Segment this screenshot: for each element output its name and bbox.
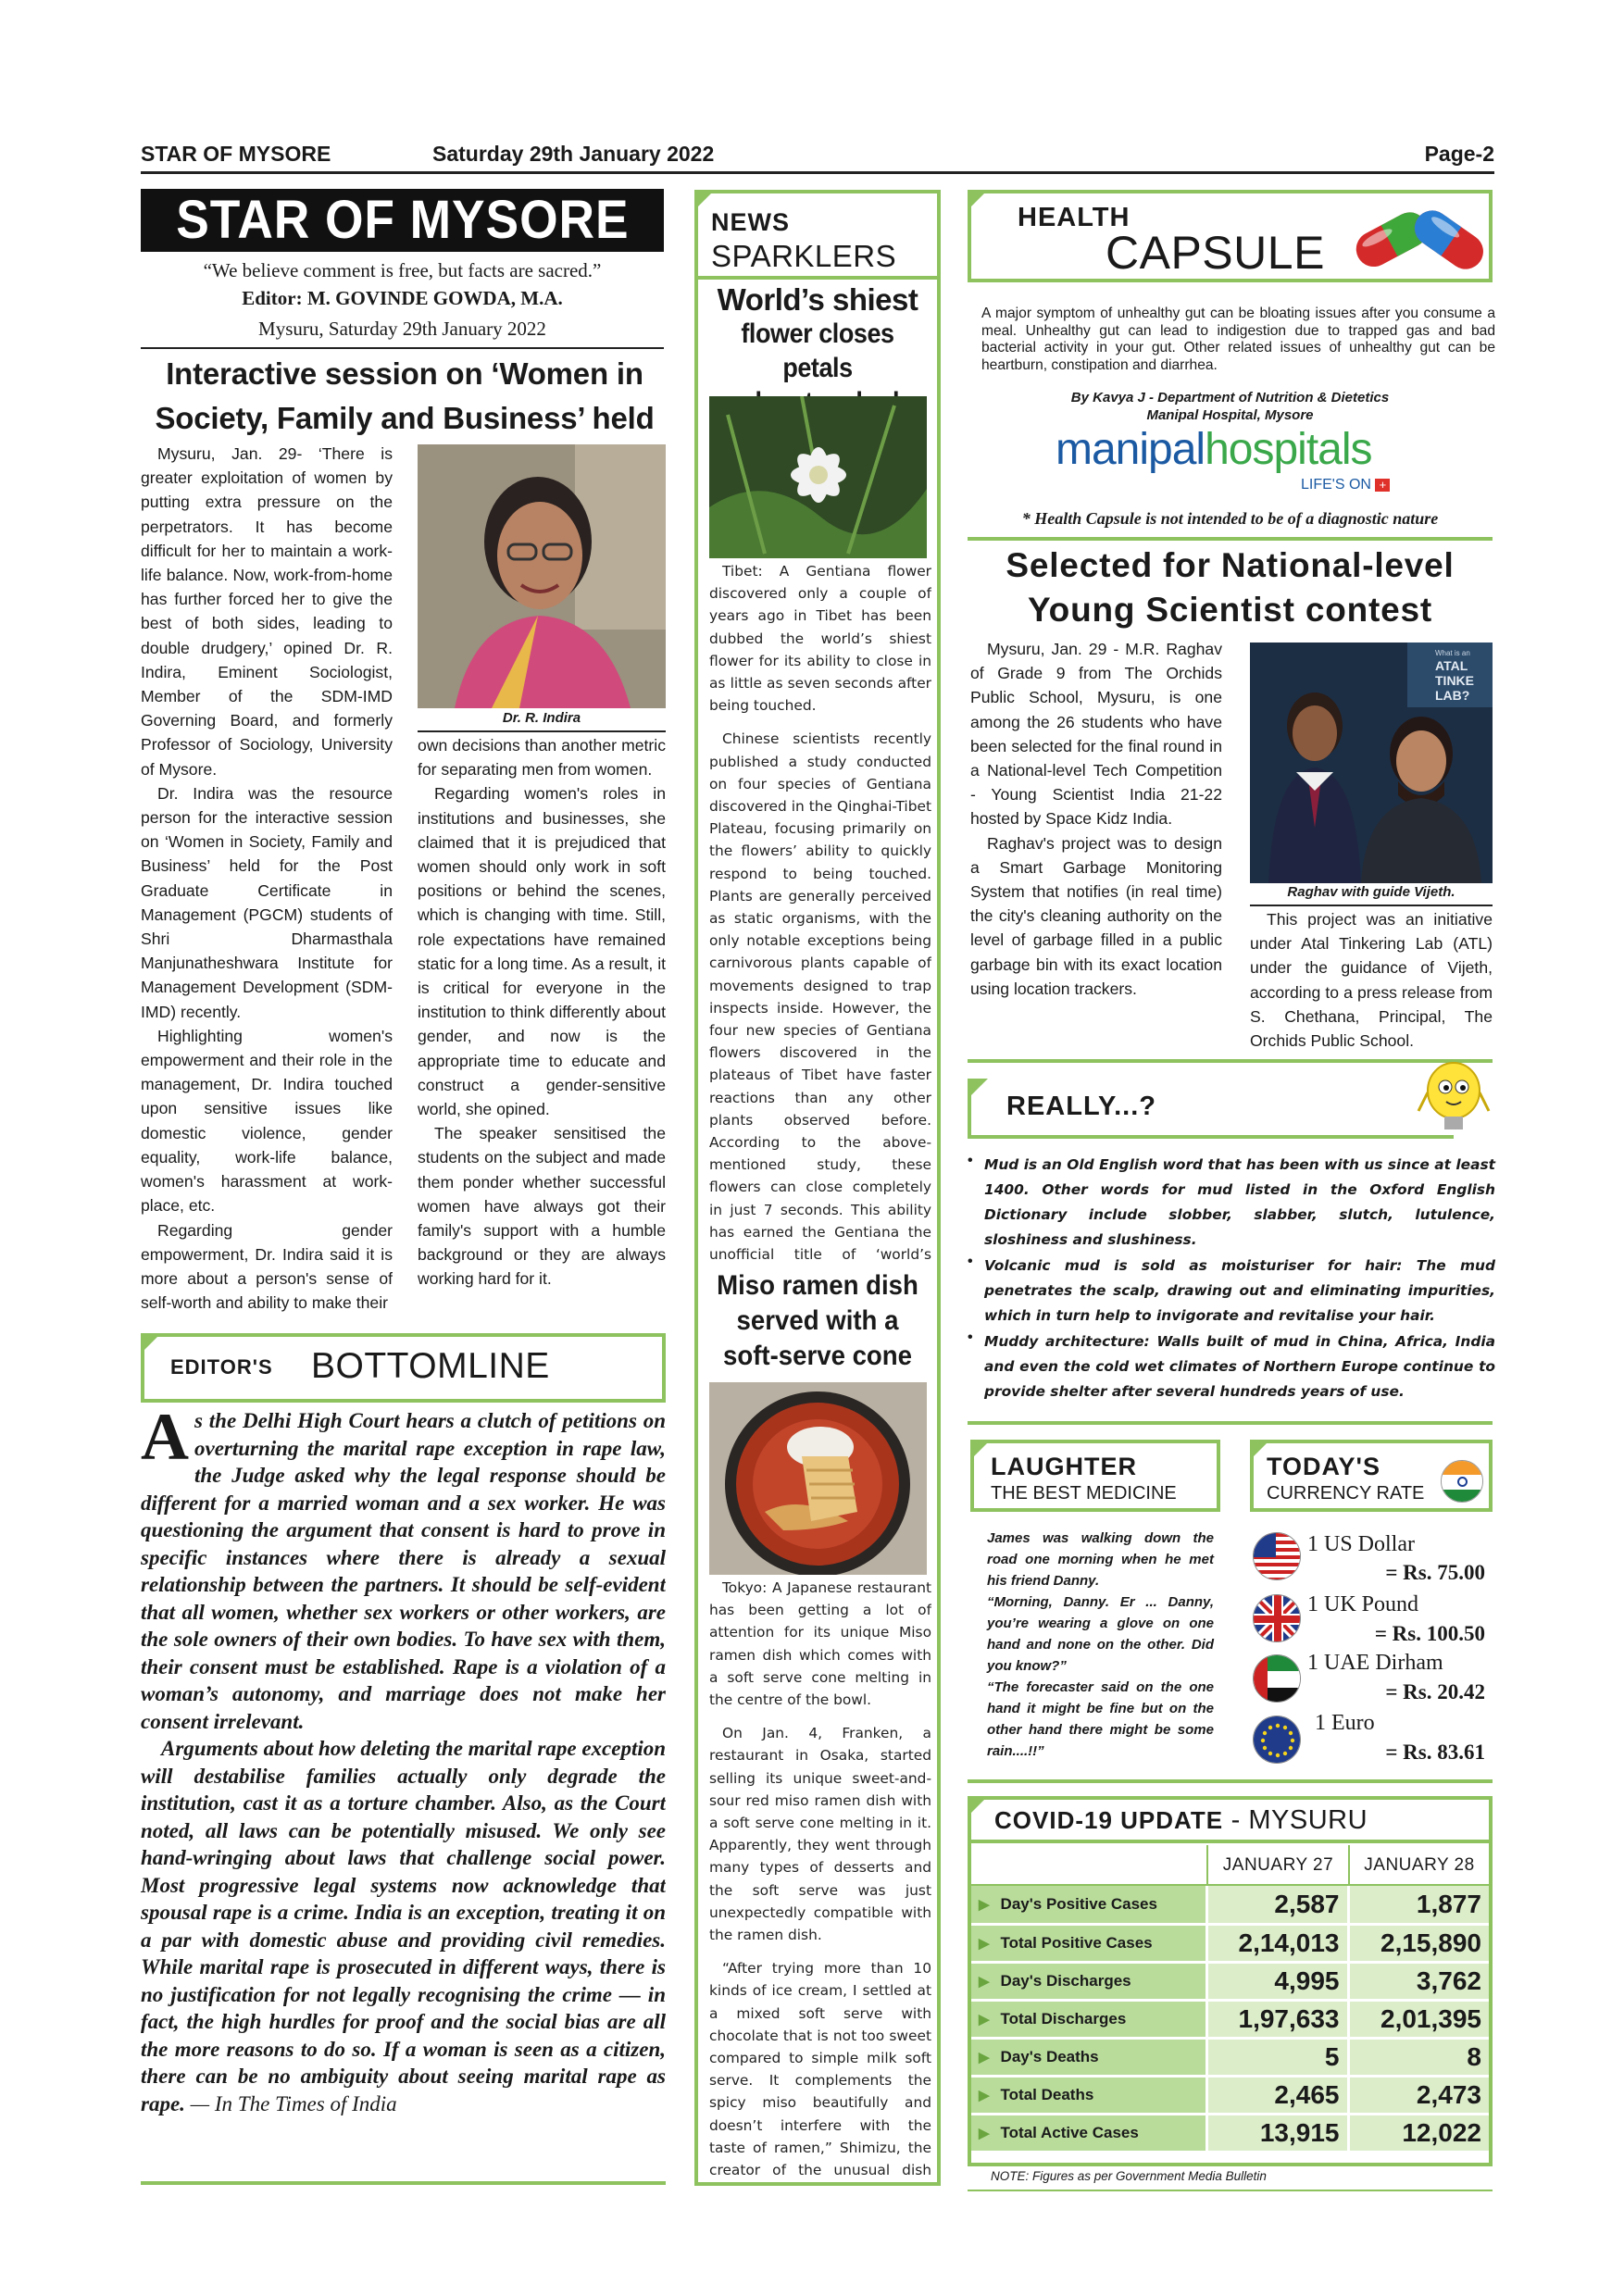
editorial-source: — In The Times of India [184, 2091, 397, 2115]
arrow-right-icon: ▶ [979, 2125, 990, 2141]
ramen-headline-line2: served with a [736, 1305, 899, 1336]
covid-row [971, 2076, 1489, 2114]
laughter-label-thin: THE BEST MEDICINE [991, 1483, 1177, 1504]
really-list-item [968, 1153, 1495, 1253]
lead-paragraph: Dr. Indira was the resource person for the interactive session on ‘Women in Society, Family and Business’ held for the Post Graduate Certificate in Management (PGCM) students of Shri Dharmasthala Manjunatheshwara Institute for Management Development (SDM-IMD) recently. [141, 783, 393, 1021]
lead-column-2 [418, 733, 666, 1321]
covid-value-jan27: 2,465 [1206, 2076, 1348, 2114]
joke-line: “The forecaster said on the one hand it might be fine but on the other hand there might be some rain....!!” [987, 1679, 1214, 1759]
covid-value-jan28: 2,01,395 [1348, 2000, 1489, 2038]
covid-value-jan28: 12,022 [1348, 2114, 1489, 2152]
lead-headline-line1: Interactive session on ‘Women in [166, 356, 643, 391]
really-list-item [968, 1254, 1495, 1329]
bullet-icon: • [968, 1329, 973, 1345]
editorial-drop-cap: A [141, 1407, 189, 1474]
covid-value-jan27: 13,915 [1206, 2114, 1348, 2152]
currency-name: 1 US Dollar [1307, 1532, 1415, 1556]
covid-row [971, 2038, 1489, 2076]
covid-value-jan28: 8 [1348, 2038, 1489, 2076]
news-sparklers-label-thin: SPARKLERS [711, 239, 897, 273]
dr-indira-photo [418, 444, 666, 708]
currency-name: 1 Euro [1315, 1711, 1375, 1735]
covid-value-jan27: 2,14,013 [1206, 1924, 1348, 1962]
flower-headline-line2: flower closes petals [741, 318, 894, 383]
covid-value-jan28: 2,473 [1348, 2076, 1489, 2114]
really-item-text: Mud is an Old English word that has been with us since at least 1400. Other words for mud listed in the Oxford English Dictionary include slobber, slabber, slutch, lutulence, sloshiness and slushiness. [984, 1156, 1495, 1248]
covid-row [971, 2114, 1489, 2152]
scientist-paragraph: This project was an initiative under Atal Tinkering Lab (ATL) under the guidance of Vijeth, according to a press release from S. Chethana, Principal, The Orchids Public School. [1250, 910, 1493, 1051]
news-sparklers-label-bold: NEWS [711, 208, 790, 236]
health-capsule-text: A major symptom of unhealthy gut can be bloating issues after you consume a meal. Unhealthy gut can lead to indigestion due to trapped gas and bad bacterial activity in your gut. Other related issues of unhealthy gut can be heartburn, constipation and diarrhea. [981, 306, 1495, 373]
manipal-logo [1056, 424, 1372, 475]
scientist-column-2 [1250, 907, 1493, 1055]
india-flag-icon [1441, 1460, 1483, 1503]
raghav-caption: Raghav with guide Vijeth. [1287, 884, 1455, 900]
uk-flag-icon [1253, 1594, 1301, 1642]
flower-paragraph: Tibet: A Gentiana flower discovered only a couple of years ago in Tibet has been dubbed the world’s shiest flower for its ability to close in as little as seven seconds after being touched. [709, 563, 931, 715]
currency-value: = Rs. 83.61 [1385, 1741, 1485, 1764]
covid-row-label: Total Discharges [1000, 2009, 1127, 2028]
lead-column-1 [141, 442, 393, 1321]
editors-label-bold: EDITOR'S [170, 1355, 273, 1379]
caption-rule [418, 730, 666, 732]
masthead-banner [141, 189, 664, 252]
ramen-headline-line3: soft-serve cone [722, 1341, 913, 1371]
ramen-paragraph: On Jan. 4, Franken, a restaurant in Osaka, started selling its unique sweet-and-sour red miso ramen dish with a soft serve cone melting in it. Apparently, they went through many types of desserts and the soft serve was just unexpectedly compatible with the ramen dish. [709, 1725, 931, 1944]
covid-row [971, 1962, 1489, 2000]
lead-paragraph: The speaker sensitised the students on the subject and made them ponder whether successful women have always got their family's support with a humble background or they are always working hard for it. [418, 1124, 666, 1289]
header-rule [141, 171, 1494, 174]
currency-header [1250, 1440, 1493, 1512]
lead-paragraph: Regarding gender empowerment, Dr. Indira said it is more about a person's sense of self-worth and ability to make their [141, 1220, 393, 1313]
currency-label-bold: TODAY'S [1267, 1453, 1380, 1480]
covid-note: NOTE: Figures as per Government Media Bulletin [991, 2169, 1267, 2183]
masthead-title: STAR OF MYSORE [175, 190, 630, 250]
scientist-bottom-rule [968, 1059, 1493, 1063]
raghav-vijeth-photo [1250, 643, 1493, 883]
covid-label-bold: COVID-19 UPDATE [994, 1806, 1224, 1834]
covid-col-header: JANUARY 28 [1348, 1845, 1489, 1884]
covid-value-jan28: 2,15,890 [1348, 1924, 1489, 1962]
news-sparklers-corner-tab [694, 190, 715, 210]
manipal-logo-part2: hospitals [1205, 425, 1372, 474]
really-header [968, 1079, 1454, 1139]
laughter-joke [987, 1528, 1214, 1762]
health-bottom-rule [968, 537, 1493, 541]
masthead-rule [141, 347, 664, 349]
covid-value-jan27: 5 [1206, 2038, 1348, 2076]
covid-row-label: Total Active Cases [1000, 2123, 1139, 2141]
currency-name: 1 UK Pound [1307, 1592, 1419, 1616]
covid-col-header: JANUARY 27 [1206, 1845, 1348, 1884]
editorial-paragraph: Arguments about how deleting the marital rape exception will destabilise families actually only degrade the institution, cast it as a torture chamber. Also, as the Court noted, all laws can be potentially misused. We only see hand-wringing about laws that challenge social power. Most progressive legal systems now acknowledge that spousal rape is a crime. India is an exception, treating it on a par with domestic abuse and providing civil remedies. While marital rape is prosecuted in different ways, there is no justification for not legally recognising the crime — in fact, the high hurdles for proof and the social bias are all the more reasons to do so. If a woman is seen as a citizen, there can be no ambiguity about seeing marital rape as rape. [141, 1737, 666, 2115]
gentiana-flower-photo [709, 396, 927, 558]
lightbulb-mascot-icon [1417, 1055, 1491, 1143]
covid-row-cell [971, 2114, 1206, 2152]
covid-row-label: Total Positive Cases [1000, 1933, 1153, 1952]
covid-row-cell [971, 1886, 1206, 1924]
covid-row [971, 1924, 1489, 1962]
arrow-right-icon: ▶ [979, 2011, 990, 2028]
masthead-dateline: Mysuru, Saturday 29th January 2022 [258, 318, 546, 340]
scientist-headline-line2: Young Scientist contest [1027, 591, 1433, 629]
scientist-paragraph: Mysuru, Jan. 29 - M.R. Raghav of Grade 9 from The Orchids Public School, Mysuru, is one among the 26 students who have been selected for the final round in a National-level Tech Competition - Young Scientist India 21-22 hosted by Space Kidz India. [970, 640, 1222, 829]
covid-row-label: Day's Deaths [1000, 2047, 1099, 2065]
eu-flag-icon [1253, 1716, 1301, 1764]
flower-headline-line1: World’s shiest [717, 282, 918, 317]
covid-row-cell [971, 1962, 1206, 2000]
scientist-headline-line1: Selected for National-level [1006, 546, 1455, 584]
covid-value-jan27: 4,995 [1206, 1962, 1348, 2000]
covid-row-cell [971, 2000, 1206, 2038]
scientist-headline [968, 543, 1493, 632]
flower-paragraph: Chinese scientists recently published a study conducted on four species of Gentiana discovered in the Qinghai-Tibet Plateau, focusing primarily on the flowers’ ability to quickly respond to being touched. Plants are generally perceived as static organisms, with the only notable exceptions being carnivorous plants capable of movements designed to trap inspects inside. However, the four new species of Gentiana flowers discovered in the plateaus of Tibet have faster reactions than any other plants observed before. According to the above-mentioned study, these flowers can close completely in just 7 seconds. This ability has earned the Gentiana the unofficial title of ‘world’s [709, 730, 931, 1264]
masthead-editor: Editor: M. GOVINDE GOWDA, M.A. [242, 287, 563, 309]
manipal-logo-part1: manipal [1056, 425, 1206, 474]
arrow-right-icon: ▶ [979, 1973, 990, 1990]
really-item-text: Muddy architecture: Walls built of mud in China, Africa, India and even the cold wet climates of Northern Europe continue to provide shelter after several hundreds years of use. [984, 1333, 1495, 1400]
lead-headline [141, 352, 668, 441]
really-bottom-rule [968, 1421, 1493, 1425]
covid-row-label: Total Deaths [1000, 2085, 1094, 2103]
us-flag-icon [1253, 1532, 1301, 1580]
health-disclaimer: * Health Capsule is not intended to be of a diagnostic nature [1021, 509, 1439, 528]
red-cross-icon: + [1375, 479, 1390, 492]
bullet-icon: • [968, 1153, 973, 1168]
bullet-icon: • [968, 1254, 973, 1269]
really-item-text: Volcanic mud is sold as moisturiser for hair: The mud penetrates the scalp, drawing out and eliminating impurities, which in turn help to invigorate and revitalise your hair. [984, 1257, 1495, 1324]
covid-value-jan27: 2,587 [1206, 1886, 1348, 1924]
covid-row-label: Day's Discharges [1000, 1971, 1131, 1990]
arrow-right-icon: ▶ [979, 1935, 990, 1952]
arrow-right-icon: ▶ [979, 2087, 990, 2103]
currency-name: 1 UAE Dirham [1307, 1651, 1443, 1675]
editors-label-thin: BOTTOMLINE [311, 1346, 550, 1386]
covid-data-table [971, 1886, 1489, 2153]
health-corner-tab [968, 190, 988, 210]
joke-line: James was walking down the road one morning when he met his friend Danny. [987, 1530, 1214, 1589]
ramen-headline-line1: Miso ramen dish [717, 1270, 918, 1301]
covid-title [994, 1805, 1368, 1836]
lead-paragraph: Highlighting women's empowerment and their role in the management, Dr. Indira touched upon sensitive issues like domestic violence, gender equality, work-life balance, women's harassment at work-place, etc. [141, 1026, 393, 1216]
manipal-tagline [1301, 477, 1390, 493]
covid-title-divider [971, 1840, 1489, 1843]
covid-row [971, 2000, 1489, 2038]
banner-text-2: ATAL [1435, 658, 1468, 673]
manipal-tagline-text: LIFE'S ON [1301, 477, 1371, 493]
covid-row-label: Day's Positive Cases [1000, 1894, 1157, 1913]
laughter-corner-tab [970, 1440, 991, 1460]
health-byline [968, 389, 1493, 424]
arrow-right-icon: ▶ [979, 1896, 990, 1913]
laughter-header [970, 1440, 1220, 1512]
right-bottom-rule [968, 2190, 1493, 2191]
banner-text-4: LAB? [1435, 688, 1470, 703]
masthead-motto: “We believe comment is free, but facts are sacred.” [203, 259, 602, 281]
capsule-pill-icon [1353, 195, 1490, 279]
editorial-paragraph: s the Delhi High Court hears a clutch of petitions on overturning the marital rape exception in rape law, the Judge asked why the legal response should be different for a married woman and a sex worker. He was questioning the argument that consent is hard to prove in specific instances where there is already a sexual relationship between the partners. It should be self-evident that all women, whether sex workers or other workers, are the sole owners of their own bodies. To have sex with them, their consent must be established. Rape is a violation of a woman’s autonomy, and marriage does not make her consent irrelevant. [141, 1409, 666, 1733]
banner-text-3: TINKE [1435, 673, 1474, 688]
dr-indira-caption: Dr. R. Indira [502, 710, 581, 726]
currency-bottom-rule [968, 1779, 1493, 1783]
joke-line: “Morning, Danny. Er ... Danny, you’re wearing a glove on one hand and none on the other. Did you know?” [987, 1594, 1214, 1674]
editors-corner-tab [141, 1333, 161, 1354]
covid-value-jan28: 1,877 [1348, 1886, 1489, 1924]
news-sparklers-divider [698, 276, 937, 280]
running-header-paper: STAR OF MYSORE [141, 142, 331, 166]
lead-paragraph: Mysuru, Jan. 29- ‘There is greater exploitation of women by putting extra pressure on the perpetrators. It has become difficult for her to maintain a work-life balance. Now, work-from-home has further forced her to give the best of both sides, leading to double drudgery,’ opined Dr. R. Indira, Eminent Sociologist, Member of the SDM-IMD Governing Board, and formerly Professor of Sociology, University of Mysore. [141, 444, 393, 779]
editors-bottomline-header [141, 1333, 666, 1403]
really-label: REALLY...? [1006, 1092, 1157, 1121]
laughter-label-bold: LAUGHTER [991, 1453, 1137, 1480]
really-list-item [968, 1329, 1495, 1404]
really-list [968, 1153, 1495, 1404]
covid-row-cell [971, 2076, 1206, 2114]
health-label-thin: CAPSULE [1106, 227, 1325, 279]
raghav-caption-rule [1250, 905, 1493, 906]
lead-paragraph: own decisions than another metric for separating men from women. [418, 736, 666, 780]
left-bottom-rule [141, 2181, 666, 2185]
currency-value: = Rs. 75.00 [1385, 1561, 1485, 1584]
covid-row [971, 1886, 1489, 1924]
covid-table [971, 1845, 1489, 2153]
uae-flag-icon [1253, 1654, 1301, 1703]
running-header-date: Saturday 29th January 2022 [432, 142, 715, 166]
ramen-paragraph: Tokyo: A Japanese restaurant has been getting a lot of attention for its unique Miso ramen dish which comes with a soft serve cone melting in the centre of the bowl. [709, 1579, 931, 1709]
flower-story-body [709, 560, 931, 1264]
currency-corner-tab [1250, 1440, 1270, 1460]
running-header-page: Page-2 [1424, 142, 1494, 166]
currency-value: = Rs. 20.42 [1385, 1680, 1485, 1703]
currency-label-thin: CURRENCY RATE [1267, 1483, 1425, 1504]
scientist-paragraph: Raghav's project was to design a Smart Garbage Monitoring System that notifies (in real time) the city's cleaning authority on the level of garbage filled in a public garbage bin with its exact location using location trackers. [970, 833, 1222, 998]
editorial-body [141, 1407, 666, 2176]
health-capsule-header [968, 190, 1493, 282]
miso-ramen-photo [709, 1382, 927, 1575]
covid-corner-tab [968, 1796, 988, 1816]
health-label-bold: HEALTH [1018, 203, 1131, 232]
covid-row-cell [971, 2038, 1206, 2076]
lead-headline-line2: Society, Family and Business’ held [155, 401, 655, 435]
health-byline-line1: By Kavya J - Department of Nutrition & Dietetics [1070, 390, 1390, 406]
banner-text-1: What is an [1435, 649, 1470, 657]
arrow-right-icon: ▶ [979, 2049, 990, 2065]
currency-value: = Rs. 100.50 [1374, 1622, 1485, 1645]
covid-table-header [971, 1845, 1489, 1886]
lead-paragraph: Regarding women's roles in institutions and businesses, she claimed that it is prejudiced that women should only work in soft positions or behind the scenes, which is changing with time. Still, role expectations have remained static for a long time. As a result, it is critical for everyone in the institution to think differently about gender, and now is the appropriate time to educate and construct a gender-sensitive world, she opined. [418, 784, 666, 1119]
covid-row-cell [971, 1924, 1206, 1962]
covid-value-jan28: 3,762 [1348, 1962, 1489, 2000]
ramen-paragraph: “After trying more than 10 kinds of ice cream, I settled at a mixed soft serve with chocolate that is not too sweet compared to simple milk soft serve. It complements the spicy miso beautifully and doesn’t interfere with the taste of ramen,” Shimizu, the creator of the unusual dish [709, 1960, 931, 2178]
really-corner-tab [968, 1079, 988, 1099]
health-byline-line2: Manipal Hospital, Mysore [1146, 407, 1314, 423]
ramen-story-body [709, 1577, 931, 2178]
scientist-column-1 [970, 637, 1222, 1054]
covid-value-jan27: 1,97,633 [1206, 2000, 1348, 2038]
ramen-headline [707, 1268, 927, 1374]
covid-label-thin: - MYSURU [1223, 1805, 1368, 1835]
